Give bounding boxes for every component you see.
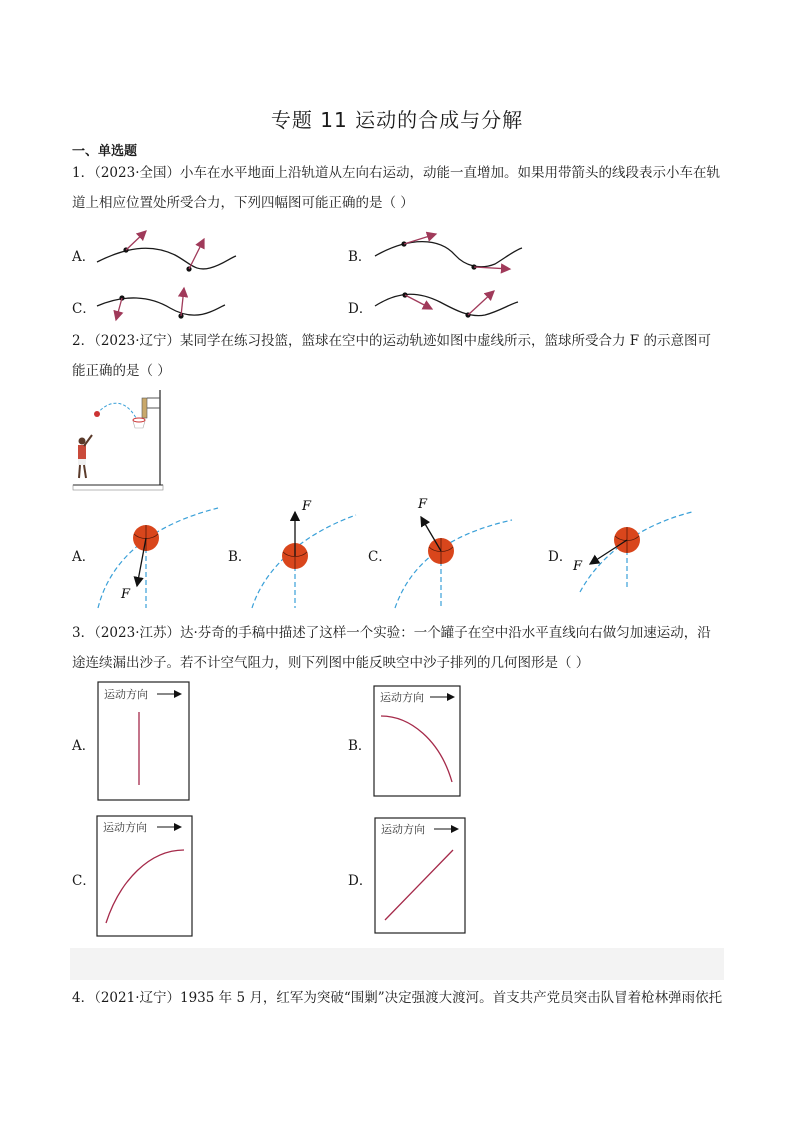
force-label: F — [302, 499, 312, 514]
force-label: F — [121, 587, 131, 602]
option-label: B． — [348, 249, 372, 265]
question-4 — [72, 983, 724, 1013]
q3-option-c-figure — [97, 816, 192, 936]
question-text: 1935 年 5 月，红军为突破“围剿”决定强渡大渡河。首支共产党员突击队冒着枪林弹雨依托 — [180, 990, 723, 1006]
section-heading: 一、单选题 — [72, 144, 138, 159]
option-label: C． — [72, 301, 96, 317]
option-label: A． — [72, 249, 96, 265]
option-label: A． — [72, 738, 96, 754]
force-label: F — [418, 497, 428, 512]
option-label: C． — [72, 873, 96, 889]
separator-band — [70, 948, 724, 980]
direction-label: 运动方向 — [104, 688, 148, 701]
question-source: （2023·江苏） — [94, 625, 180, 641]
direction-label: 运动方向 — [381, 823, 425, 836]
direction-label: 运动方向 — [380, 691, 424, 704]
question-number: 1． — [72, 165, 95, 181]
q3-option-a-figure — [98, 682, 189, 800]
question-text: 小车在水平地面上沿轨道从左向右运动，动能一直增加。如果用带箭头的线段表示小车在轨道上相应位置处所受合力，下列四幅图可能正确的是（ ） — [72, 165, 720, 211]
option-label: B． — [228, 549, 252, 565]
force-label: F — [573, 559, 583, 574]
direction-label: 运动方向 — [103, 821, 147, 834]
question-number: 4． — [72, 990, 95, 1006]
question-number: 2． — [72, 333, 95, 349]
question-number: 3． — [72, 625, 95, 641]
option-label: A． — [72, 549, 96, 565]
q3-option-d-figure — [375, 818, 465, 933]
option-label: D． — [348, 873, 373, 889]
option-label: C． — [368, 549, 392, 565]
question-text: 达·芬奇的手稿中描述了这样一个实验：一个罐子在空中沿水平直线向右做匀加速运动，沿途连续漏出沙子。若不计空气阻力，则下列图中能反映空中沙子排列的几何图形是（ ） — [72, 625, 711, 671]
question-source: （2023·全国） — [94, 165, 180, 181]
question-source: （2021·辽宁） — [94, 990, 180, 1006]
option-label: B． — [348, 738, 372, 754]
question-source: （2023·辽宁） — [94, 333, 180, 349]
q3-option-b-figure — [374, 686, 460, 796]
option-label: D． — [348, 301, 373, 317]
question-text: 某同学在练习投篮，篮球在空中的运动轨迹如图中虚线所示，篮球所受合力 F 的示意图可能正确的是（ ） — [72, 333, 711, 379]
page-title: 专题 11 运动的合成与分解 — [270, 108, 524, 132]
option-label: D． — [548, 549, 573, 565]
